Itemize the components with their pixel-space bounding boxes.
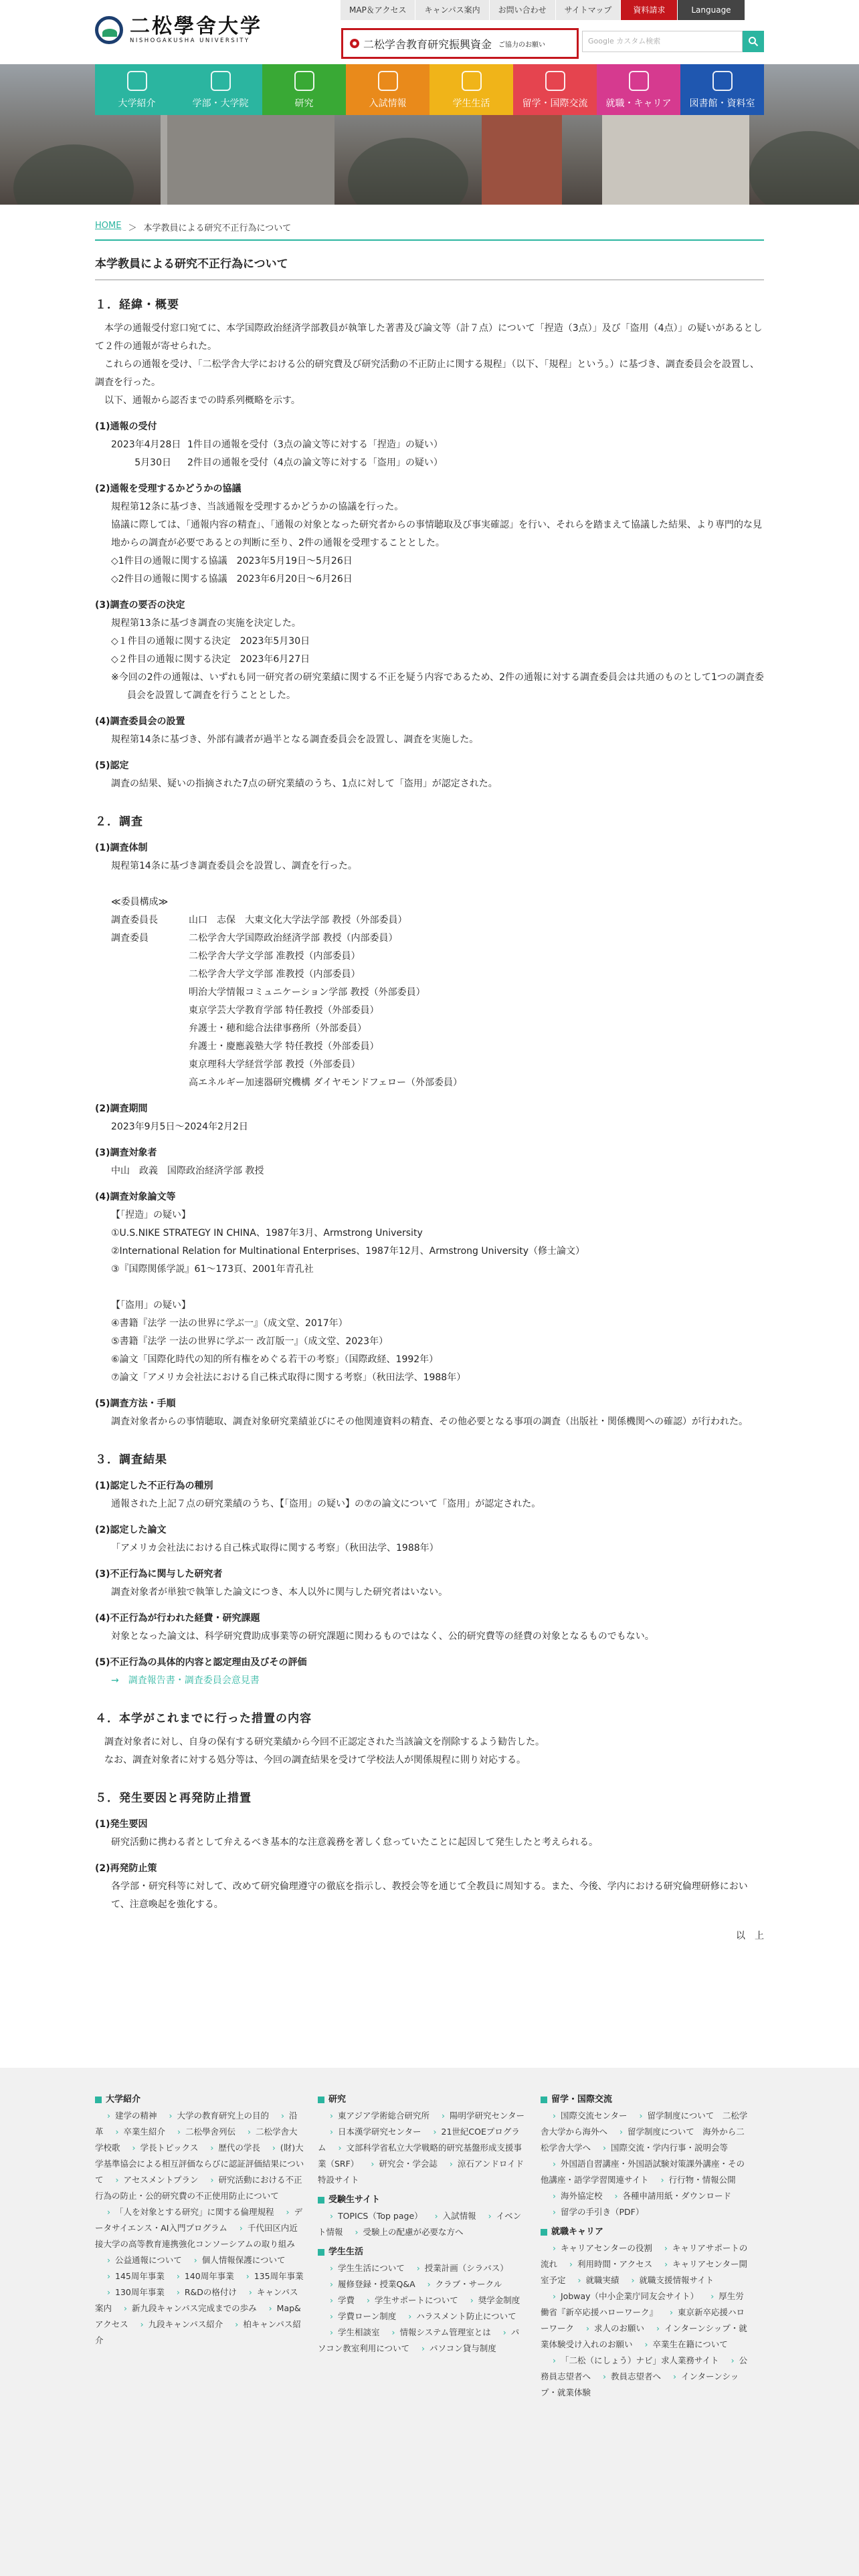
footer-link[interactable]: › R&Dの格付け bbox=[165, 2287, 237, 2297]
subsection-heading: (5)認定 bbox=[95, 760, 129, 771]
signoff: 以 上 bbox=[736, 1931, 764, 1941]
footer-link[interactable]: › 奨学金制度 bbox=[458, 2295, 520, 2305]
nav-faculties[interactable] bbox=[179, 64, 262, 115]
footer-link[interactable]: › 公務員志望者へ bbox=[541, 2355, 747, 2381]
nav-label: 学部・大学院 bbox=[192, 98, 249, 109]
footer-link[interactable]: › 陽明学研究センター bbox=[430, 2111, 524, 2121]
committee-member: 二松学舎大学文学部 准教授（内部委員） bbox=[189, 969, 361, 980]
nav-career[interactable] bbox=[597, 64, 680, 115]
subsection-heading: (3)不正行為に関与した研究者 bbox=[95, 1569, 223, 1580]
microscope-icon bbox=[294, 71, 314, 91]
logo-text-jp: 二松學舍大学 bbox=[130, 15, 262, 38]
graduation-cap-icon bbox=[211, 71, 231, 91]
banner-title: 二松学舎教育研究振興資金 bbox=[363, 37, 492, 51]
footer-link[interactable]: › 個人情報保護について bbox=[182, 2255, 286, 2265]
text-line: 各学部・研究科等に対して、改めて研究倫理遵守の徹底を指示し、教授会等を通じて全教員に周知する。また、今後、学内における研究倫理研修において、注意喚起を強化する。 bbox=[111, 1881, 748, 1910]
footer-col-about bbox=[95, 2088, 318, 2401]
section-heading: ４．本学がこれまでに行った措置の内容 bbox=[95, 1712, 312, 1725]
nav-library[interactable] bbox=[680, 64, 764, 115]
timeline-row bbox=[95, 454, 764, 472]
page-title: 本学教員による研究不正行為について bbox=[95, 254, 764, 280]
site-footer-nav bbox=[0, 2068, 859, 2576]
footer-link[interactable]: › 日本漢学研究センター bbox=[318, 2127, 421, 2137]
footer-link[interactable]: › 建学の精神 bbox=[95, 2111, 157, 2121]
footer-link[interactable]: › 外国語自習講座・外国語試験対策課外講座・その他講座・語学学習関連サイト bbox=[541, 2159, 745, 2185]
committee-member: 弁護士・慶應義塾大学 特任教授（外部委員） bbox=[189, 1041, 379, 1052]
group-label: 【「盗用」の疑い】 bbox=[111, 1300, 191, 1311]
committee-member: 二松学舎大学文学部 准教授（内部委員） bbox=[189, 951, 361, 962]
subsection-heading: (1)発生要因 bbox=[95, 1819, 148, 1830]
footer-heading-about[interactable] bbox=[95, 2092, 304, 2108]
footer-heading-applicants[interactable] bbox=[318, 2192, 527, 2208]
breadcrumb-current: 本学教員による研究不正行為について bbox=[143, 223, 292, 233]
footer-link[interactable]: › 卒業生在籍について bbox=[633, 2339, 728, 2349]
paper-item: ③『国際関係学説』61〜173頁、2001年青孔社 bbox=[111, 1264, 314, 1275]
square-bullet-icon bbox=[541, 2229, 547, 2236]
footer-link[interactable]: › 各種申請用紙・ダウンロード bbox=[603, 2191, 732, 2201]
footer-link[interactable]: › 研究会・学会誌 bbox=[359, 2159, 438, 2169]
subsection-heading: (2)認定した論文 bbox=[95, 1525, 167, 1535]
group-label: 【「捏造」の疑い】 bbox=[111, 1210, 191, 1220]
committee-member: 弁護士・穂和総合法律事務所（外部委員） bbox=[189, 1023, 367, 1034]
footer-link[interactable]: › 二松學舍列伝 bbox=[165, 2127, 235, 2137]
footer-link[interactable]: › 行行物・情報公開 bbox=[649, 2175, 736, 2185]
footer-link[interactable]: › 就職実績 bbox=[566, 2275, 619, 2285]
committee-member: 二松学舎大学国際政治経済学部 教授（内部委員） bbox=[189, 933, 398, 944]
text-line: 研究活動に携わる者として弁えるべき基本的な注意義務を著しく怠っていたことに起因して発生したと考えられる。 bbox=[111, 1837, 598, 1848]
committee-member: 明治大学情報コミュニケーション学部 教授（外部委員） bbox=[189, 987, 425, 998]
committee-row bbox=[95, 1038, 764, 1056]
footer-link[interactable]: › 学生サポートについて bbox=[355, 2295, 458, 2305]
subsection-heading: (5)調査方法・手順 bbox=[95, 1398, 176, 1409]
footer-link[interactable]: › イベント情報 bbox=[318, 2211, 521, 2237]
site-header bbox=[0, 0, 859, 64]
footer-link[interactable]: › キャリアサポートの流れ bbox=[541, 2243, 747, 2269]
nav-label: 研究 bbox=[294, 98, 314, 109]
footer-link[interactable]: › 留学制度について 海外から二松学舎大学へ bbox=[541, 2127, 745, 2153]
nav-about[interactable] bbox=[95, 64, 179, 115]
footer-link[interactable]: › 東アジア学術総合研究所 bbox=[318, 2111, 430, 2121]
footer-link[interactable]: › 留学の手引き（PDF） bbox=[541, 2207, 644, 2217]
text-line: 規程第13条に基づき調査の実施を決定した。 bbox=[111, 618, 301, 629]
square-bullet-icon bbox=[318, 2249, 324, 2256]
global-nav bbox=[95, 64, 764, 115]
footer-link[interactable]: › パソコン貸与制度 bbox=[409, 2343, 496, 2353]
text-line: 「アメリカ会社法における自己株式取得に関する考察」（秋田法学、1988年） bbox=[111, 1543, 439, 1553]
text-line: 対象となった論文は、科学研究費助成事業等の研究課題に関わるものではなく、公的研究費等の経費の対象となるものでもない。 bbox=[111, 1631, 654, 1642]
committee-row bbox=[95, 1074, 764, 1092]
text-line: ◇1件目の通報に関する協議 2023年5月19日〜5月26日 bbox=[111, 556, 353, 566]
logo-text-en: NISHOGAKUSHA UNIVERSITY bbox=[130, 37, 250, 44]
footer-heading-research[interactable] bbox=[318, 2092, 527, 2108]
footer-link[interactable]: › 21世紀COEプログラム bbox=[318, 2127, 520, 2153]
nav-label: 就職・キャリア bbox=[605, 98, 672, 109]
text-line: 調査の結果、疑いの指摘された7点の研究業績のうち、1点に対して「盗用」が認定された。 bbox=[111, 778, 498, 789]
committee-row bbox=[95, 930, 764, 948]
footer-link[interactable]: › 千代田区内近接大学の高等教育連携強化コンソーシアムの取り組み bbox=[95, 2223, 298, 2249]
school-icon bbox=[127, 71, 147, 91]
footer-link[interactable]: › 留学制度について 二松学舎大学から海外へ bbox=[541, 2111, 747, 2137]
footer-link[interactable]: › 大学の教育研究上の目的 bbox=[157, 2111, 270, 2121]
footer-link[interactable]: › 学生相談室 bbox=[318, 2327, 380, 2337]
footer-link[interactable]: › 利用時間・アクセス bbox=[557, 2259, 652, 2269]
text-line: 調査対象者からの事情聴取、調査対象研究業績並びにその他関連資料の精査、その他必要となる事項の調査（出版社・関係機関への確認）が行われた。 bbox=[111, 1416, 748, 1427]
footer-link[interactable]: › 歴代の学長 bbox=[198, 2143, 260, 2153]
committee-member: 東京理科大学経営学部 教授（外部委員） bbox=[189, 1059, 361, 1070]
util-link-contact[interactable]: お問い合わせ bbox=[489, 0, 555, 20]
subsection-heading: (2)調査期間 bbox=[95, 1103, 148, 1114]
footer-heading-label: 就職キャリア bbox=[551, 2227, 604, 2237]
text-line: 通報された上記７点の研究業績のうち、【「盗用」の疑い】の⑦の論文について「盗用」が認定された。 bbox=[111, 1499, 541, 1509]
search-button[interactable] bbox=[743, 31, 764, 52]
committee-row bbox=[95, 1056, 764, 1074]
subsection-heading: (3)調査の要否の決定 bbox=[95, 600, 185, 611]
footer-link[interactable]: › 東京新卒応援ハローワーク bbox=[541, 2307, 745, 2333]
committee-row bbox=[95, 948, 764, 966]
footer-link[interactable]: › 145周年事業 bbox=[95, 2271, 165, 2281]
text-line: ◇２件目の通報に関する決定 2023年6月27日 bbox=[111, 654, 310, 665]
footer-link[interactable]: › 新九段キャンパス完成までの歩み bbox=[112, 2303, 257, 2313]
logo-emblem-icon bbox=[95, 16, 123, 44]
footer-link[interactable]: › 135周年事業 bbox=[234, 2271, 304, 2281]
committee-row bbox=[95, 911, 764, 930]
footer-link[interactable]: › 海外協定校 bbox=[541, 2191, 603, 2201]
footer-heading-label: 研究 bbox=[328, 2095, 347, 2105]
globe-icon bbox=[545, 71, 565, 91]
footer-link[interactable]: › パソコン教室利用について bbox=[318, 2327, 519, 2353]
footer-link[interactable]: › キャンパス案内 bbox=[95, 2287, 298, 2313]
committee-member: 高エネルギー加速器研究機構 ダイヤモンドフェロー（外部委員） bbox=[189, 1077, 463, 1088]
footer-link[interactable]: › 130周年事業 bbox=[95, 2287, 165, 2297]
footer-link[interactable]: › 求人のお願い bbox=[574, 2323, 644, 2333]
footer-link[interactable]: › 沿革 bbox=[95, 2111, 298, 2137]
nav-label: 大学紹介 bbox=[118, 98, 156, 109]
subsection-heading: (4)調査対象論文等 bbox=[95, 1192, 176, 1202]
banner-subtitle: ご協力のお願い bbox=[498, 41, 546, 49]
breadcrumb-separator: ＞ bbox=[128, 223, 137, 233]
text-line: ◇2件目の通報に関する協議 2023年6月20日〜6月26日 bbox=[111, 574, 353, 584]
timeline-text: 2件目の通報を受付（4点の論文等に対する「盗用」の疑い） bbox=[187, 457, 443, 468]
committee-role: 調査委員 bbox=[111, 933, 149, 944]
people-icon bbox=[462, 71, 482, 91]
footer-link[interactable]: › 受験上の配慮が必要な方へ bbox=[343, 2227, 464, 2237]
banner-circle-icon bbox=[350, 39, 359, 48]
text-line: 協議に際しては、「通報内容の精査」、「通報の対象となった研究者からの事情聴取及び事実確認」を行い、それらを踏まえて協議した結果、より専門的な見地からの調査が必要であるとの判断に至り、2件の通報を受理することとした。 bbox=[111, 520, 762, 548]
util-link-sitemap[interactable]: サイトマップ bbox=[555, 0, 621, 20]
section-heading: ３．調査結果 bbox=[95, 1453, 167, 1467]
note-line: ※今回の2件の通報は、いずれも同一研究者の研究業績に関する不正を疑う内容であるため、2件の通報に対する調査委員会は共通のものとして1つの調査委員会を設置して調査を行うこととした。 bbox=[111, 672, 764, 701]
report-link[interactable]: → 調査報告書・調査委員会意見書 bbox=[111, 1675, 260, 1686]
paper-item: ①U.S.NIKE STRATEGY IN CHINA、1987年3月、Armstrong University bbox=[111, 1228, 423, 1239]
nav-label: 留学・国際交流 bbox=[522, 98, 588, 109]
subsection-heading: (3)調査対象者 bbox=[95, 1148, 157, 1158]
section-heading: １．経緯・概要 bbox=[95, 298, 179, 312]
footer-link[interactable]: › クラブ・サークル bbox=[415, 2279, 502, 2289]
subsection-heading: (4)調査委員会の設置 bbox=[95, 716, 185, 727]
section-heading: ２．調査 bbox=[95, 815, 143, 829]
footer-link[interactable]: › 教員志望者へ bbox=[591, 2371, 661, 2381]
text-line: 規程第14条に基づき、外部有識者が過半となる調査委員会を設置し、調査を実施した。 bbox=[111, 734, 479, 745]
briefcase-icon bbox=[629, 71, 649, 91]
nav-label: 入試情報 bbox=[369, 98, 407, 109]
util-link-request-materials[interactable]: 資料請求 bbox=[620, 0, 677, 20]
footer-link[interactable]: › 就職支援情報サイト bbox=[619, 2275, 714, 2285]
paper-item: ⑥論文「国際化時代の知的所有権をめぐる若干の考察」（国際政経、1992年） bbox=[111, 1354, 439, 1365]
committee-role: 調査委員長 bbox=[111, 915, 158, 926]
breadcrumb-divider bbox=[95, 239, 764, 241]
footer-link[interactable]: › 涼石アンドロイド特設サイト bbox=[318, 2159, 524, 2185]
paragraph: 調査対象者に対し、自身の保有する研究業績から今回不正認定された当該論文を削除するよう勧告した。 bbox=[104, 1737, 545, 1747]
footer-heading-label: 学生生活 bbox=[328, 2247, 364, 2257]
util-link-map[interactable]: MAP＆アクセス bbox=[340, 0, 415, 20]
footer-link[interactable]: › 国際交流・学内行事・説明会等 bbox=[591, 2143, 728, 2153]
footer-link[interactable]: › 学費 bbox=[318, 2295, 355, 2305]
footer-col-research bbox=[318, 2088, 541, 2401]
paper-item: ④書籍『法学 一法の世界に学ぶ一』（成文堂、2017年） bbox=[111, 1318, 348, 1329]
footer-link[interactable]: › 卒業生紹介 bbox=[104, 2127, 166, 2137]
footer-link[interactable]: › ハラスメント防止について bbox=[396, 2311, 516, 2321]
committee-row bbox=[95, 984, 764, 1002]
footer-link[interactable]: › 入試情報 bbox=[423, 2211, 476, 2221]
paragraph: 以下、通報から認否までの時系列概略を示す。 bbox=[104, 395, 300, 406]
subsection-heading: (1)調査体制 bbox=[95, 843, 148, 853]
square-bullet-icon bbox=[318, 2197, 324, 2204]
subsection-heading: (5)不正行為の具体的内容と認定理由及びその評価 bbox=[95, 1657, 307, 1668]
footer-heading-student-life[interactable] bbox=[318, 2244, 527, 2260]
footer-link[interactable]: › 公益通報について bbox=[95, 2255, 182, 2265]
footer-link[interactable]: › キャリアセンターの役割 bbox=[541, 2243, 652, 2253]
paper-item: ⑤書籍『法学 一法の世界に学ぶ一 改訂版一』（成文堂、2023年） bbox=[111, 1336, 389, 1347]
footer-link[interactable]: › 九段キャンパス紹介 bbox=[128, 2319, 223, 2329]
breadcrumb bbox=[95, 221, 291, 233]
paper-item: ⑦論文「アメリカ会社法における自己株式取得に関する考察」（秋田法学、1988年） bbox=[111, 1372, 466, 1383]
footer-link[interactable]: › 「二松（にしょう）ナビ」求人業務サイト bbox=[541, 2355, 719, 2365]
footer-link[interactable]: › 研究活動における不正行為の防止・公的研究費の不正使用防止について bbox=[95, 2175, 302, 2201]
footer-link[interactable]: › (財)大学基準協会による相互評価ならびに認証評価結果について bbox=[95, 2143, 304, 2185]
committee-row bbox=[95, 966, 764, 984]
footer-link[interactable]: › インターンシップ・就業体験 bbox=[541, 2371, 739, 2397]
university-logo[interactable] bbox=[95, 16, 262, 44]
square-bullet-icon bbox=[95, 2097, 102, 2103]
main-content bbox=[95, 254, 764, 1945]
book-icon bbox=[712, 71, 733, 91]
committee-heading: ≪委員構成≫ bbox=[111, 897, 169, 907]
footer-link[interactable]: › アセスメントプラン bbox=[104, 2175, 199, 2185]
footer-col-international bbox=[541, 2088, 763, 2401]
footer-link[interactable]: › 二松学舎大学校歌 bbox=[95, 2127, 298, 2153]
footer-link[interactable]: › Map&アクセス bbox=[95, 2303, 301, 2329]
footer-link[interactable]: › 情報システム管理室とは bbox=[380, 2327, 491, 2337]
committee-row bbox=[95, 1020, 764, 1038]
timeline-date: 5月30日 bbox=[134, 457, 171, 468]
subsection-heading: (1)通報の受付 bbox=[95, 421, 157, 432]
footer-link[interactable]: › 学生生活について bbox=[318, 2263, 405, 2273]
subsection-heading: (2)再発防止策 bbox=[95, 1863, 157, 1874]
text-line: 中山 政義 国際政治経済学部 教授 bbox=[111, 1166, 264, 1176]
footer-link[interactable]: › キャリアセンター開室予定 bbox=[541, 2259, 747, 2285]
subsection-heading: (4)不正行為が行われた経費・研究課題 bbox=[95, 1613, 260, 1624]
paragraph: これらの通報を受け、「二松学舎大学における公的研究費及び研究活動の不正防止に関する規程」（以下、「規程」という。）に基づき、調査委員会を設置し、調査を行った。 bbox=[95, 359, 759, 388]
footer-link[interactable]: › 学費ローン制度 bbox=[318, 2311, 396, 2321]
nav-label: 図書館・資料室 bbox=[689, 98, 755, 109]
text-line: 規程第12条に基づき、当該通報を受理するかどうかの協議を行った。 bbox=[111, 502, 404, 512]
square-bullet-icon bbox=[318, 2097, 324, 2103]
utility-nav bbox=[340, 0, 745, 20]
text-line: 2023年9月5日〜2024年2月2日 bbox=[111, 1121, 248, 1132]
square-bullet-icon bbox=[541, 2097, 547, 2103]
footer-link[interactable]: › 文部科学省私立大学戦略的研究基盤形成支援事業（SRF） bbox=[318, 2143, 522, 2169]
pencil-icon bbox=[378, 71, 398, 91]
nav-research[interactable] bbox=[262, 64, 346, 115]
timeline-date: 2023年4月28日 bbox=[111, 439, 181, 450]
nav-admissions[interactable] bbox=[346, 64, 430, 115]
footer-link[interactable]: › 学長トピックス bbox=[120, 2143, 199, 2153]
footer-link[interactable]: › 柏キャンパス紹介 bbox=[95, 2319, 301, 2345]
footer-link[interactable]: › 授業計画（シラバス） bbox=[405, 2263, 508, 2273]
nav-international[interactable] bbox=[513, 64, 597, 115]
footer-link[interactable]: › インターンシップ・就業体験受け入れのお願い bbox=[541, 2323, 747, 2349]
footer-link[interactable]: › 「人を対象とする研究」に関する倫理規程 bbox=[95, 2207, 274, 2217]
paragraph: なお、調査対象者に対する処分等は、今回の調査結果を受けて学校法人が関係規程に則り対応する。 bbox=[104, 1755, 526, 1765]
footer-link[interactable]: › TOPICS（Top page） bbox=[318, 2211, 423, 2221]
paper-item: ②International Relation for Multinational Enterprises、1987年12月、Armstrong University（修士論文） bbox=[111, 1246, 585, 1257]
util-link-campus[interactable]: キャンパス案内 bbox=[415, 0, 488, 20]
footer-heading-career[interactable] bbox=[541, 2224, 750, 2240]
footer-link[interactable]: › 国際交流センター bbox=[541, 2111, 628, 2121]
timeline-row bbox=[95, 436, 764, 454]
text-line: 規程第14条に基づき調査委員会を設置し、調査を行った。 bbox=[111, 861, 357, 871]
footer-link[interactable]: › Jobway（中小企業庁同友会サイト） bbox=[541, 2291, 698, 2301]
util-link-language[interactable]: Language bbox=[677, 0, 744, 20]
footer-heading-label: 留学・国際交流 bbox=[551, 2095, 613, 2105]
text-line: ◇１件目の通報に関する決定 2023年5月30日 bbox=[111, 636, 310, 647]
breadcrumb-home[interactable]: HOME bbox=[95, 221, 122, 231]
text-line: 調査対象者が単独で執筆した論文につき、本人以外に関与した研究者はいない。 bbox=[111, 1587, 448, 1598]
search-input[interactable]: Google カスタム検索 bbox=[582, 31, 743, 52]
subsection-heading: (1)認定した不正行為の種別 bbox=[95, 1481, 213, 1491]
nav-student-life[interactable] bbox=[430, 64, 513, 115]
footer-link[interactable]: › 履修登録・授業Q&A bbox=[318, 2279, 415, 2289]
subsection-heading: (2)通報を受理するかどうかの協議 bbox=[95, 484, 242, 494]
footer-heading-label: 大学紹介 bbox=[106, 2095, 141, 2105]
footer-link[interactable]: › 140周年事業 bbox=[165, 2271, 234, 2281]
committee-row bbox=[95, 1002, 764, 1020]
committee-member: 東京学芸大学教育学部 特任教授（外部委員） bbox=[189, 1005, 379, 1016]
committee-member: 山口 志保 大東文化大学法学部 教授（外部委員） bbox=[189, 915, 407, 926]
donation-banner[interactable] bbox=[341, 28, 579, 59]
footer-link[interactable]: › 厚生労働省『新卒応援ハローワーク』 bbox=[541, 2291, 744, 2317]
site-search bbox=[582, 31, 764, 52]
footer-heading-international[interactable] bbox=[541, 2092, 750, 2108]
section-heading: ５．発生要因と再発防止措置 bbox=[95, 1792, 252, 1805]
timeline-text: 1件目の通報を受付（3点の論文等に対する「捏造」の疑い） bbox=[187, 439, 443, 450]
paragraph: 本学の通報受付窓口宛てに、本学国際政治経済学部教員が執筆した著書及び論文等（計７点）について「捏造（3点）」及び「盗用（4点）」の疑いがあるとして２件の通報が寄せられた。 bbox=[95, 323, 763, 352]
footer-link[interactable]: › データサイエンス・AI入門プログラム bbox=[95, 2207, 302, 2233]
search-icon bbox=[748, 36, 759, 47]
footer-heading-label: 受験生サイト bbox=[328, 2195, 381, 2205]
nav-label: 学生生活 bbox=[452, 98, 490, 109]
